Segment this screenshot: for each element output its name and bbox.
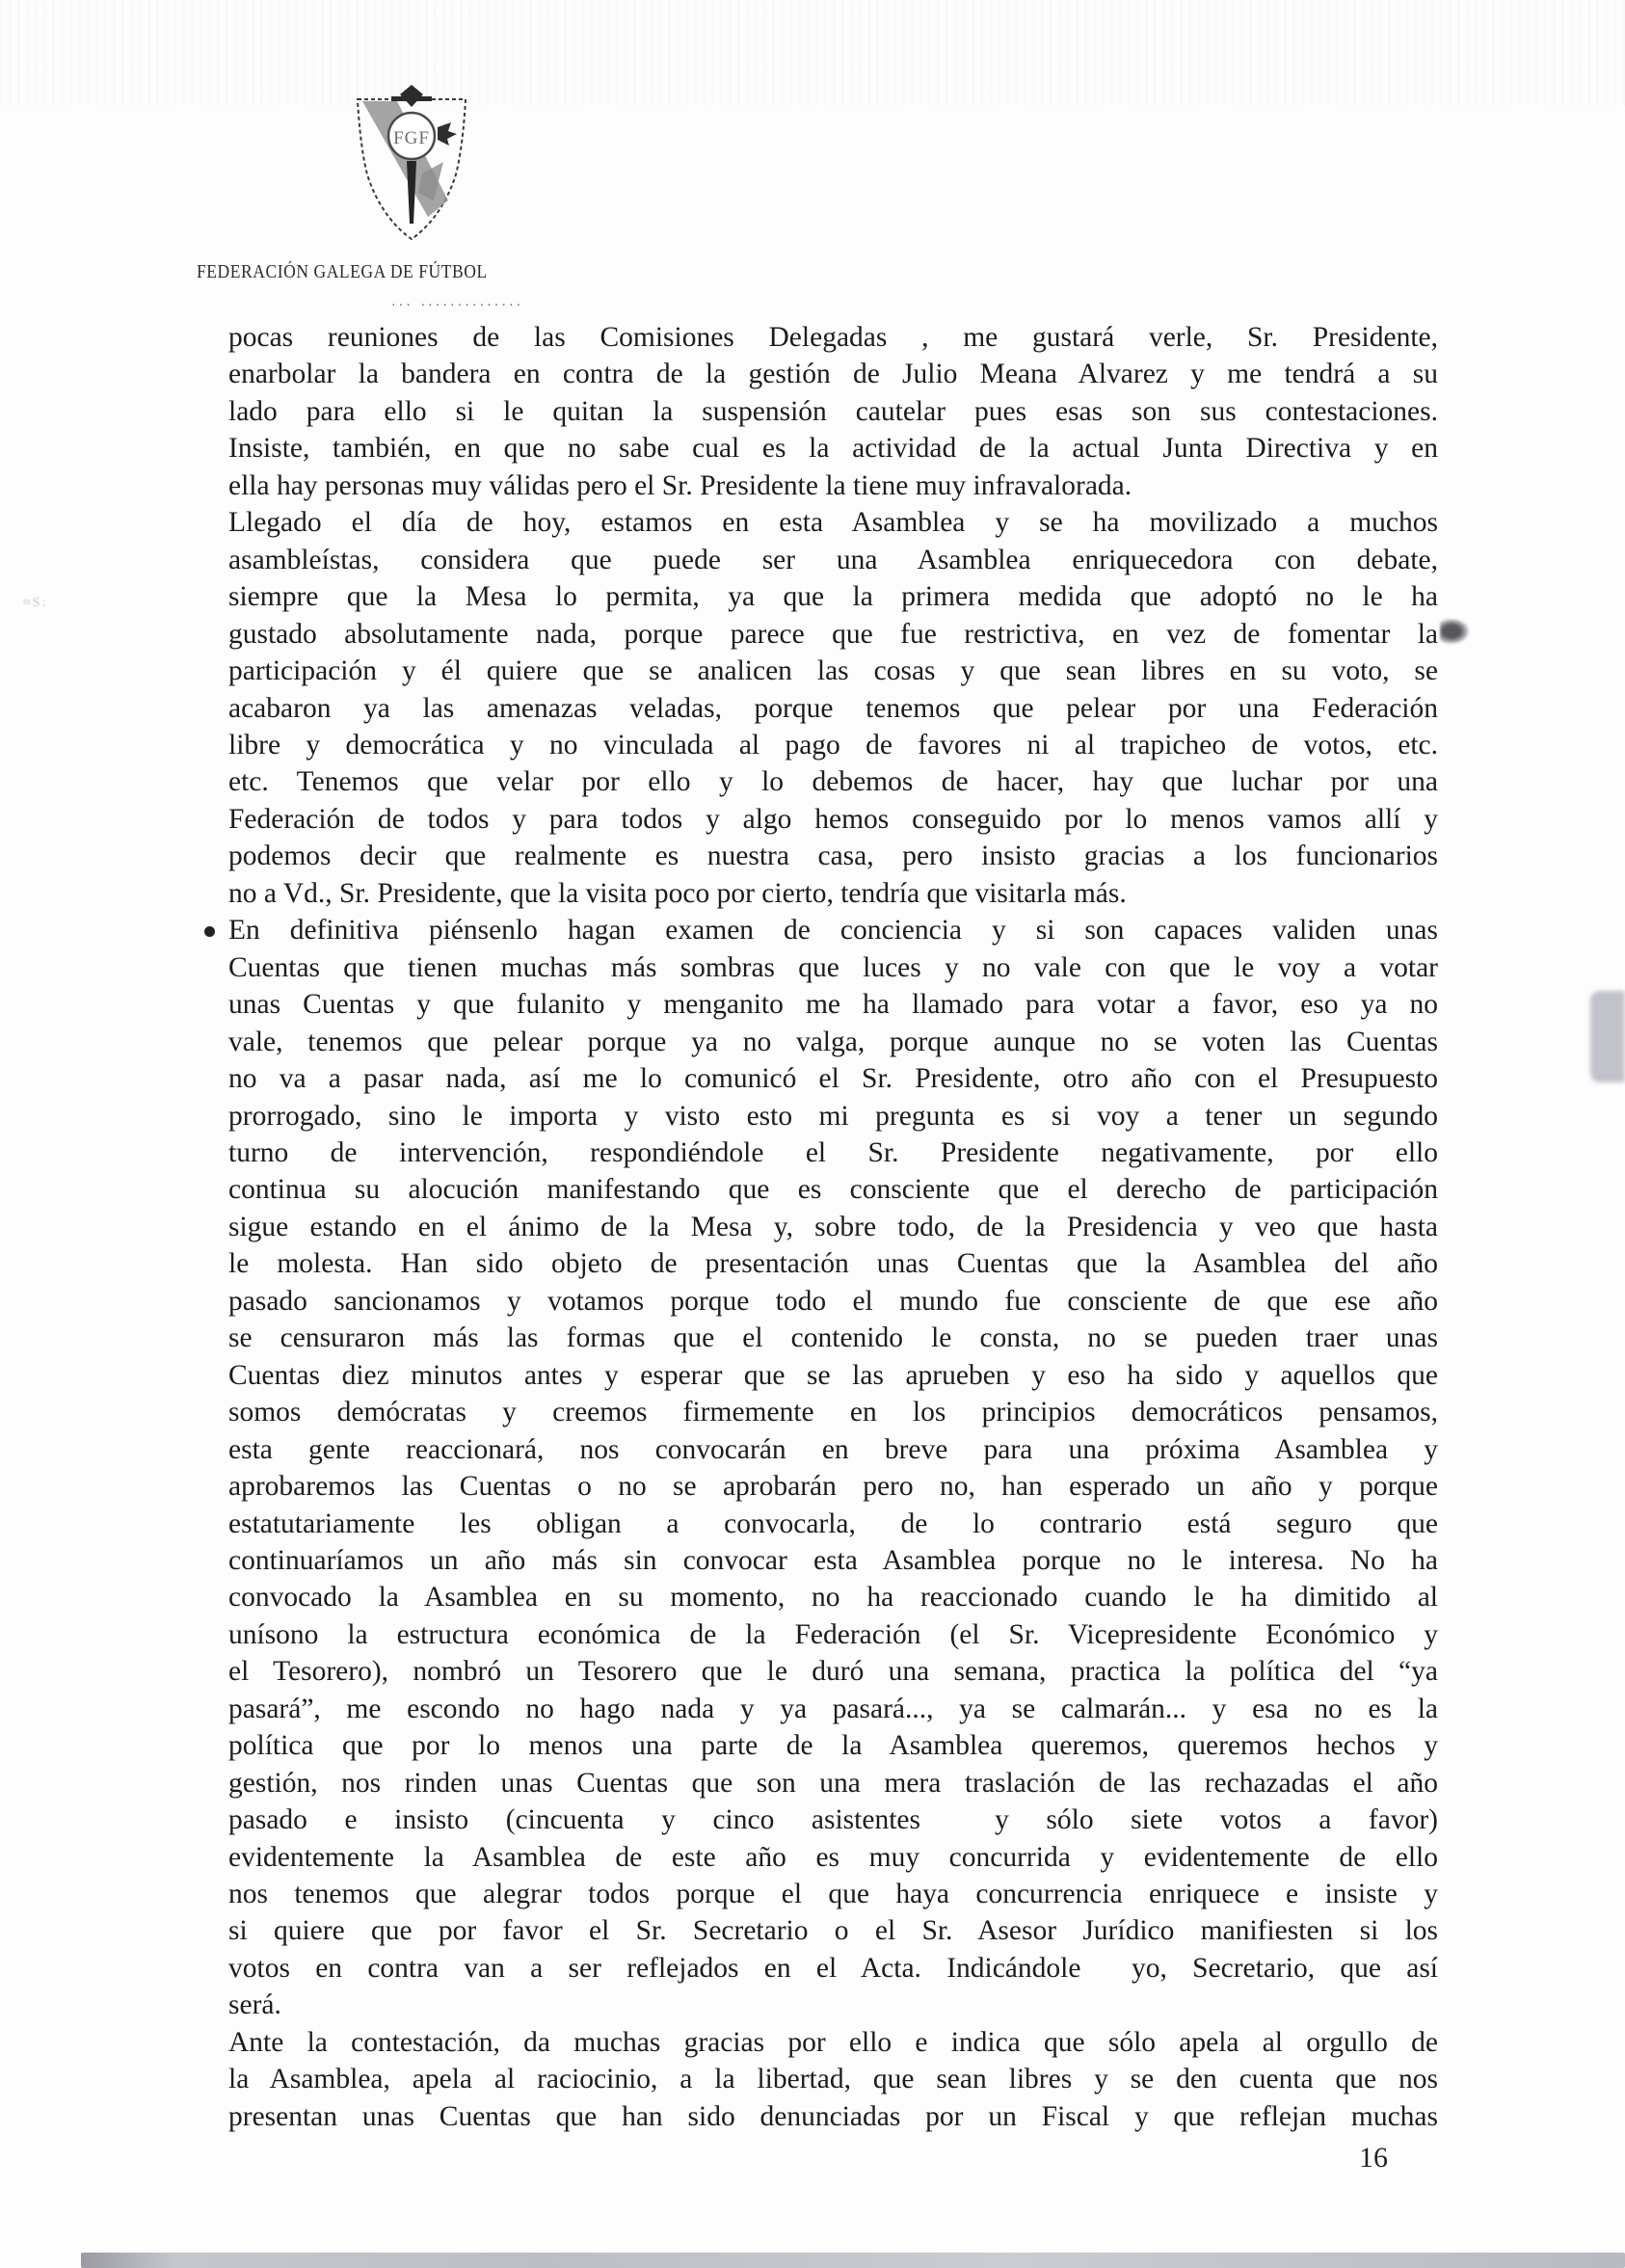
text-line: sigue estando en el ánimo de la Mesa y, sobre todo, de la Presidencia y veo que hasta — [228, 1211, 1438, 1242]
crest-top-cross — [400, 85, 423, 107]
text-line: no a Vd., Sr. Presidente, que la visita poco por cierto, tendría que visitarla más. — [228, 877, 1127, 909]
text-line: vale, tenemos que pelear porque ya no valga, porque aunque no se voten las Cuentas — [228, 1026, 1438, 1057]
text-line: no va a pasar nada, así me lo comunicó el Sr. Presidente, otro año con el Presupuesto — [228, 1063, 1438, 1095]
text-line: continua su alocución manifestando que es consciente que el derecho de participación — [228, 1174, 1438, 1206]
paragraph — [228, 912, 1438, 2024]
scan-dotted-mark: ··· ·············· — [390, 299, 523, 311]
text-line: si quiere que por favor el Sr. Secretario o el Sr. Asesor Jurídico manifiesten si los — [228, 1915, 1438, 1947]
text-line: gestión, nos rinden unas Cuentas que son una mera traslación de las rechazadas el año — [228, 1767, 1438, 1799]
text-line: pasado sancionamos y votamos porque todo el mundo fue consciente de que ese año — [228, 1285, 1438, 1317]
text-line: unas Cuentas y que fulanito y menganito me ha llamado para votar a favor, eso ya no — [228, 989, 1438, 1021]
text-line: acabaron ya las amenazas veladas, porque tenemos que pelear por una Federación — [228, 692, 1438, 724]
text-line: presentan unas Cuentas que han sido denunciadas por un Fiscal y que reflejan muchas — [228, 2100, 1438, 2132]
text-line: votos en contra van a ser reflejados en el Acta. Indicándole yo, Secretario, que así — [228, 1952, 1438, 1984]
paragraph — [228, 319, 1438, 504]
text-line: política que por lo menos una parte de la Asamblea queremos, queremos hechos y — [228, 1730, 1438, 1762]
text-line: Insiste, también, en que no sabe cual es la actividad de la actual Junta Directiva y en — [228, 433, 1438, 465]
text-line: Ante la contestación, da muchas gracias por ello e indica que sólo apela al orgullo de — [228, 2026, 1438, 2058]
crest-top-bar — [391, 96, 432, 101]
crest-blade — [407, 161, 416, 224]
org-name: FEDERACIÓN GALEGA DE FÚTBOL — [197, 262, 488, 282]
text-line: prorrogado, sino le importa y visto esto mi pregunta es si voy a tener un segundo — [228, 1100, 1438, 1132]
paragraph — [228, 504, 1438, 912]
text-line: Cuentas que tienen muchas más sombras que luces y no vale con que le voy a votar — [228, 951, 1438, 983]
text-line: etc. Tenemos que velar por ello y lo debemos de hacer, hay que luchar por una — [228, 766, 1438, 798]
text-line: se censuraron más las formas que el contenido le consta, no se pueden traer unas — [228, 1322, 1438, 1354]
page-number: 16 — [1359, 2142, 1388, 2174]
text-line: gustado absolutamente nada, porque parece que fue restrictiva, en vez de fomentar la — [228, 618, 1438, 650]
text-line: turno de intervención, respondiéndole el Sr. Presidente negativamente, por ello — [228, 1136, 1438, 1168]
text-line: será. — [228, 1989, 281, 2021]
document-body — [228, 319, 1438, 2135]
text-line: participación y él quiere que se analicen las cosas y que sean libres en su voto, se — [228, 655, 1438, 687]
text-line: Cuentas diez minutos antes y esperar que se las aprueben y eso ha sido y aquellos que — [228, 1359, 1438, 1391]
federation-crest-logo — [349, 85, 474, 243]
ink-smudge — [1440, 619, 1469, 644]
text-line: esta gente reaccionará, nos convocarán en breve para una próxima Asamblea y — [228, 1433, 1438, 1465]
text-line: Federación de todos y para todos y algo hemos conseguido por lo menos vamos allí y — [228, 803, 1438, 835]
text-line: somos demócratas y creemos firmemente en los principios democráticos pensamos, — [228, 1397, 1438, 1428]
text-line: pasará”, me escondo no hago nada y ya pasará..., ya se calmarán... y esa no es la — [228, 1693, 1438, 1724]
text-line: continuaríamos un año más sin convocar esta Asamblea porque no le interesa. No ha — [228, 1544, 1438, 1576]
text-line: siempre que la Mesa lo permita, ya que la primera medida que adoptó no le ha — [228, 581, 1438, 613]
text-line: convocado la Asamblea en su momento, no ha reaccionado cuando le ha dimitido al — [228, 1582, 1438, 1614]
text-line: libre y democrática y no vinculada al pago de favores ni al trapicheo de votos, etc. — [228, 729, 1438, 760]
text-line: unísono la estructura económica de la Federación (el Sr. Vicepresidente Económico y — [228, 1618, 1438, 1650]
text-line: estatutariamente les obligan a convocarla, de lo contrario está seguro que — [228, 1508, 1438, 1539]
text-line: lado para ello si le quitan la suspensión cautelar pues esas son sus contestaciones. — [228, 395, 1438, 427]
text-line: asambleístas, considera que puede ser una Asamblea enriquecedora con debate, — [228, 544, 1438, 575]
text-line: le molesta. Han sido objeto de presentación unas Cuentas que la Asamblea del año — [228, 1248, 1438, 1280]
text-line: el Tesorero), nombró un Tesorero que le duró una semana, practica la política del “ya — [228, 1656, 1438, 1688]
scan-smudge-right — [1590, 991, 1625, 1082]
scan-noise-band — [0, 0, 1625, 106]
text-line: ella hay personas muy válidas pero el Sr. Presidente la tiene muy infravalorada. — [228, 469, 1132, 501]
text-line: Llegado el día de hoy, estamos en esta Asamblea y se ha movilizado a muchos — [228, 507, 1438, 539]
text-line: evidentemente la Asamblea de este año es muy concurrida y evidentemente de ello — [228, 1841, 1438, 1873]
scan-margin-smudge: ≈S: — [23, 596, 48, 610]
text-line: pasado e insisto (cincuenta y cinco asistentes y sólo siete votos a favor) — [228, 1804, 1438, 1836]
text-line: la Asamblea, apela al raciocinio, a la libertad, que sean libres y se den cuenta que nos — [228, 2064, 1438, 2095]
text-line: enarbolar la bandera en contra de la gestión de Julio Meana Alvarez y me tendrá a su — [228, 359, 1438, 390]
text-line: aprobaremos las Cuentas o no se aprobarán pero no, han esperado un año y porque — [228, 1471, 1438, 1503]
text-line: podemos decir que realmente es nuestra casa, pero insisto gracias a los funcionarios — [228, 840, 1438, 872]
bullet-marker — [204, 926, 215, 937]
text-line: En definitiva piénsenlo hagan examen de conciencia y si son capaces validen unas — [228, 915, 1438, 947]
crest-fleur — [438, 122, 457, 146]
crest-monogram: FGF — [393, 128, 430, 148]
text-line: nos tenemos que alegrar todos porque el que haya concurrencia enriquece e insiste y — [228, 1879, 1438, 1910]
scan-edge-artifact — [81, 2253, 1625, 2268]
paragraph — [228, 2024, 1438, 2135]
text-line: pocas reuniones de las Comisiones Delegadas , me gustará verle, Sr. Presidente, — [228, 322, 1438, 353]
